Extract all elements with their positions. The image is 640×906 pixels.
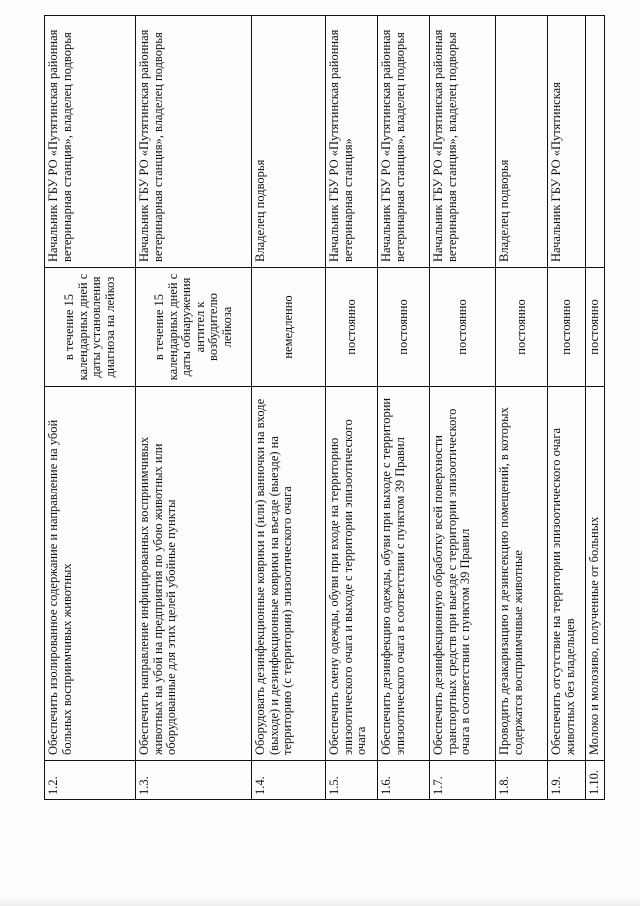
deadline-text: постоянно [430, 268, 496, 387]
deadline-text: постоянно [378, 268, 430, 387]
table-row [548, 16, 586, 800]
row-number: 1.9. [548, 761, 586, 800]
row-number: 1.10. [586, 761, 605, 800]
responsible-text: Начальник ГБУ РО «Путятинская районная ветеринарная станция», владелец подворья [45, 16, 136, 268]
row-number: 1.2. [45, 761, 136, 800]
measures-table [44, 15, 605, 800]
row-number: 1.4. [252, 761, 326, 800]
measure-text: Обеспечить направление инфицированных восприимчивых животных на убой на предприятия по убою животных или оборудованные для этих целей убойные пункты [136, 387, 252, 761]
row-number: 1.8. [496, 761, 548, 800]
measure-text: Оборудовать дезинфекционные коврики и (или) ванночки на входе (выходе) и дезинфекционные коврики на въезде (выезде) на территорию (с территории) эпизоотического очага [252, 387, 326, 761]
responsible-text: Владелец подворья [252, 16, 326, 268]
table-row [136, 16, 252, 800]
deadline-text: постоянно [496, 268, 548, 387]
scan-shadow [0, 896, 640, 906]
responsible-text: Владелец подворья [496, 16, 548, 268]
table-row [252, 16, 326, 800]
table-row [496, 16, 548, 800]
table-row [326, 16, 378, 800]
row-number: 1.3. [136, 761, 252, 800]
measure-text: Проводить дезакаризацию и дезинсекцию помещений, в которых содержатся восприимчивые животные [496, 387, 548, 761]
measure-text: Обеспечить дезинфекционную обработку всей поверхности транспортных средств при выезде с территории эпизоотического очага в соответствии с пунктом 39 Правил [430, 387, 496, 761]
measure-text: Обеспечить смену одежды, обуви при входе на территорию эпизоотического очага и выходе с территории эпизоотического очага [326, 387, 378, 761]
deadline-text: в течение 15 календарных дней с даты обнаружения антител к возбудителю лейкоза [136, 268, 252, 387]
responsible-text [586, 16, 605, 268]
table-row [378, 16, 430, 800]
deadline-text: немедленно [252, 268, 326, 387]
responsible-text: Начальник ГБУ РО «Путятинская районная ветеринарная станция», владелец подворья [378, 16, 430, 268]
deadline-text: постоянно [326, 268, 378, 387]
deadline-text: постоянно [586, 268, 605, 387]
measure-text: Молоко и молозиво, полученные от больных [586, 387, 605, 761]
responsible-text: Начальник ГБУ РО «Путятинская районная ветеринарная станция», владелец подворья [136, 16, 252, 268]
table-row [586, 16, 605, 800]
table-row [430, 16, 496, 800]
row-number: 1.6. [378, 761, 430, 800]
table-row [45, 16, 136, 800]
responsible-text: Начальник ГБУ РО «Путятинская районная ветеринарная станция» [326, 16, 378, 268]
deadline-text: постоянно [548, 268, 586, 387]
measure-text: Обеспечить отсутствие на территории эпизоотического очага животных без владельцев [548, 387, 586, 761]
responsible-text: Начальник ГБУ РО «Путятинская [548, 16, 586, 268]
row-number: 1.7. [430, 761, 496, 800]
measure-text: Обеспечить дезинфекцию одежды, обуви при выходе с территории эпизоотического очага в соответствии с пунктом 39 Правил [378, 387, 430, 761]
responsible-text: Начальник ГБУ РО «Путятинская районная ветеринарная станция», владелец подворья [430, 16, 496, 268]
deadline-text: в течение 15 календарных дней с даты установления диагноза на лейкоз [45, 268, 136, 387]
row-number: 1.5. [326, 761, 378, 800]
rotated-table-container [44, 16, 630, 800]
measure-text: Обеспечить изолированное содержание и направление на убой больных восприимчивых животных [45, 387, 136, 761]
